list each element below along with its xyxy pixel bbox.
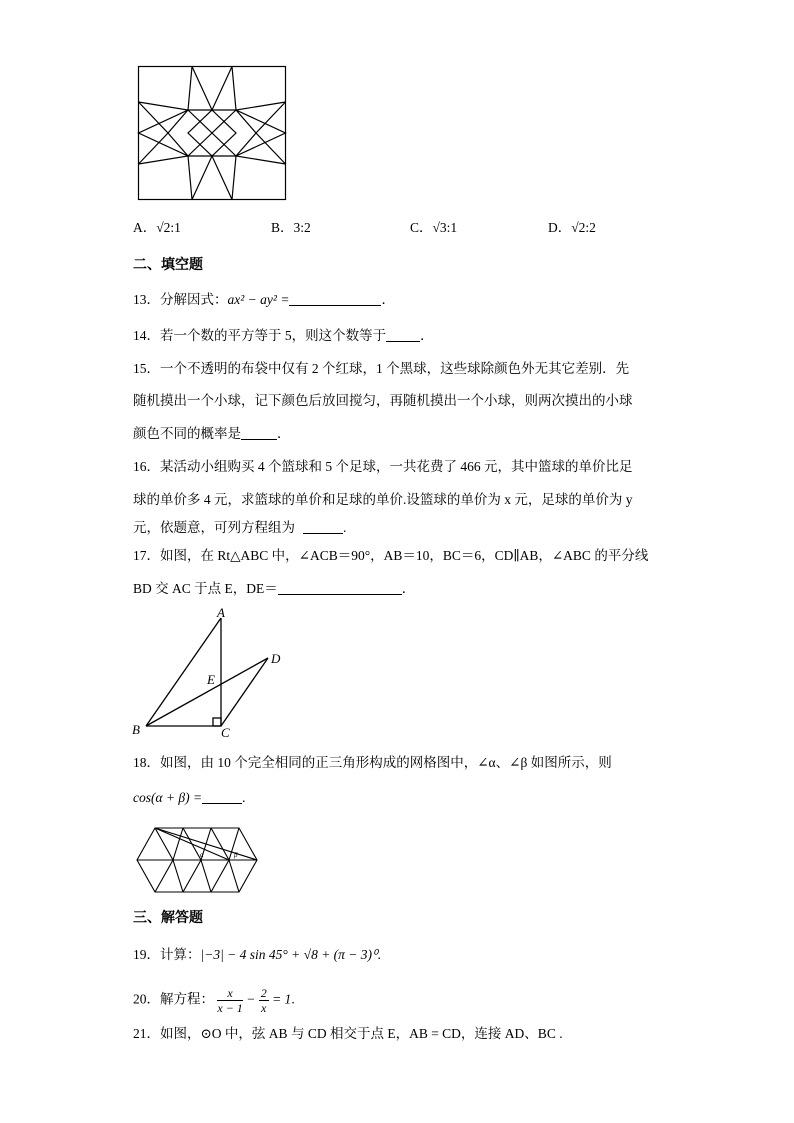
question-20 bbox=[133, 986, 295, 1015]
section-heading-fill-in: 二、填空题 bbox=[133, 258, 203, 273]
q12-star-figure bbox=[138, 66, 286, 200]
q19-expr: |−3| − 4 sin 45° + √8 + (π − 3)⁰ bbox=[200, 947, 378, 962]
q16-line-3-text: 元，依题意，可列方程组为 bbox=[133, 520, 295, 535]
q20-f2-den: x bbox=[261, 1001, 267, 1015]
q13-answer-blank[interactable] bbox=[289, 291, 381, 306]
label-alpha: α bbox=[200, 851, 204, 859]
q18-line-2 bbox=[133, 788, 246, 808]
right-angle-mark bbox=[213, 718, 221, 726]
question-13 bbox=[133, 290, 395, 310]
question-21: 21．如图，⊙O 中，弦 AB 与 CD 相交于点 E，AB = CD，连接 AD、BC . bbox=[133, 1026, 563, 1041]
q20-rhs: = 1 bbox=[272, 991, 292, 1007]
q19-end: . bbox=[377, 947, 381, 962]
question-14 bbox=[133, 326, 434, 346]
label-d: D bbox=[271, 651, 281, 666]
q18-end: . bbox=[242, 790, 246, 805]
q20-end: . bbox=[291, 991, 295, 1007]
q17-triangle-figure bbox=[128, 606, 298, 738]
q17-line-2-text: BD 交 AC 于点 E，DE＝ bbox=[133, 581, 278, 596]
q16-end: . bbox=[343, 520, 347, 535]
q20-f2-num: 2 bbox=[260, 986, 267, 1000]
q13-text: 13．分解因式： bbox=[133, 292, 228, 307]
label-c: C bbox=[221, 725, 230, 740]
option-c[interactable]: C．√3:1 bbox=[410, 220, 458, 235]
question-19 bbox=[133, 945, 381, 965]
q17-line-1: 17．如图，在 Rt△ABC 中，∠ACB＝90°，AB＝10，BC＝6，CD∥AB，∠ABC 的平分线 bbox=[133, 548, 649, 563]
q20-f1-den: x − 1 bbox=[217, 1001, 243, 1015]
label-b: B bbox=[132, 722, 140, 737]
q14-answer-blank[interactable] bbox=[386, 327, 420, 342]
q20-f1-num: x bbox=[217, 986, 242, 1001]
label-e: E bbox=[207, 672, 215, 687]
q18-triangle-grid-figure bbox=[137, 826, 257, 896]
q16-line-2: 球的单价多 4 元，求篮球的单价和足球的单价.设篮球的单价为 x 元，足球的单价为 y bbox=[133, 492, 633, 507]
q19-text: 19．计算： bbox=[133, 947, 201, 962]
section-heading-answer: 三、解答题 bbox=[133, 911, 203, 926]
option-b[interactable]: B．3:2 bbox=[271, 220, 311, 235]
q17-line-2 bbox=[133, 579, 415, 599]
q15-line-1: 15．一个不透明的布袋中仅有 2 个红球，1 个黑球，这些球除颜色外无其它差别．先 bbox=[133, 361, 630, 376]
q18-line-1: 18．如图，由 10 个完全相同的正三角形构成的网格图中，∠α、∠β 如图所示，则 bbox=[133, 755, 612, 770]
q17-end: ． bbox=[401, 581, 416, 596]
q15-line-2: 随机摸出一个小球，记下颜色后放回搅匀，再随机摸出一个小球，则两次摸出的小球 bbox=[133, 393, 633, 408]
q20-text: 20．解方程： bbox=[133, 991, 214, 1007]
q20-fraction-1 bbox=[217, 986, 242, 1015]
q15-line-3-text: 颜色不同的概率是 bbox=[133, 426, 241, 441]
segment-cd bbox=[221, 658, 268, 726]
q18-line-2-text: cos(α + β) = bbox=[133, 790, 203, 805]
label-beta: β bbox=[234, 851, 238, 859]
q20-fraction-2 bbox=[259, 986, 269, 1015]
q13-expr: ax² − ay² = bbox=[227, 292, 290, 307]
option-a[interactable]: A．√2:1 bbox=[133, 220, 181, 235]
q16-line-1: 16．某活动小组购买 4 个篮球和 5 个足球，一共花费了 466 元，其中篮球的单价比足 bbox=[133, 459, 633, 474]
q17-answer-blank[interactable] bbox=[278, 580, 402, 595]
q14-end: ． bbox=[420, 328, 434, 343]
q15-answer-blank[interactable] bbox=[241, 425, 277, 440]
q15-end: ． bbox=[277, 426, 291, 441]
q13-end: ． bbox=[381, 292, 395, 307]
option-d[interactable]: D．√2:2 bbox=[548, 220, 596, 235]
q14-text: 14．若一个数的平方等于 5，则这个数等于 bbox=[133, 328, 387, 343]
q15-line-3 bbox=[133, 424, 291, 444]
q16-answer-blank[interactable] bbox=[303, 519, 343, 534]
q18-answer-blank[interactable] bbox=[202, 789, 242, 804]
q20-minus: − bbox=[246, 991, 256, 1007]
label-a: A bbox=[217, 605, 225, 620]
q16-line-3 bbox=[133, 518, 346, 538]
segment-bd bbox=[146, 658, 268, 726]
